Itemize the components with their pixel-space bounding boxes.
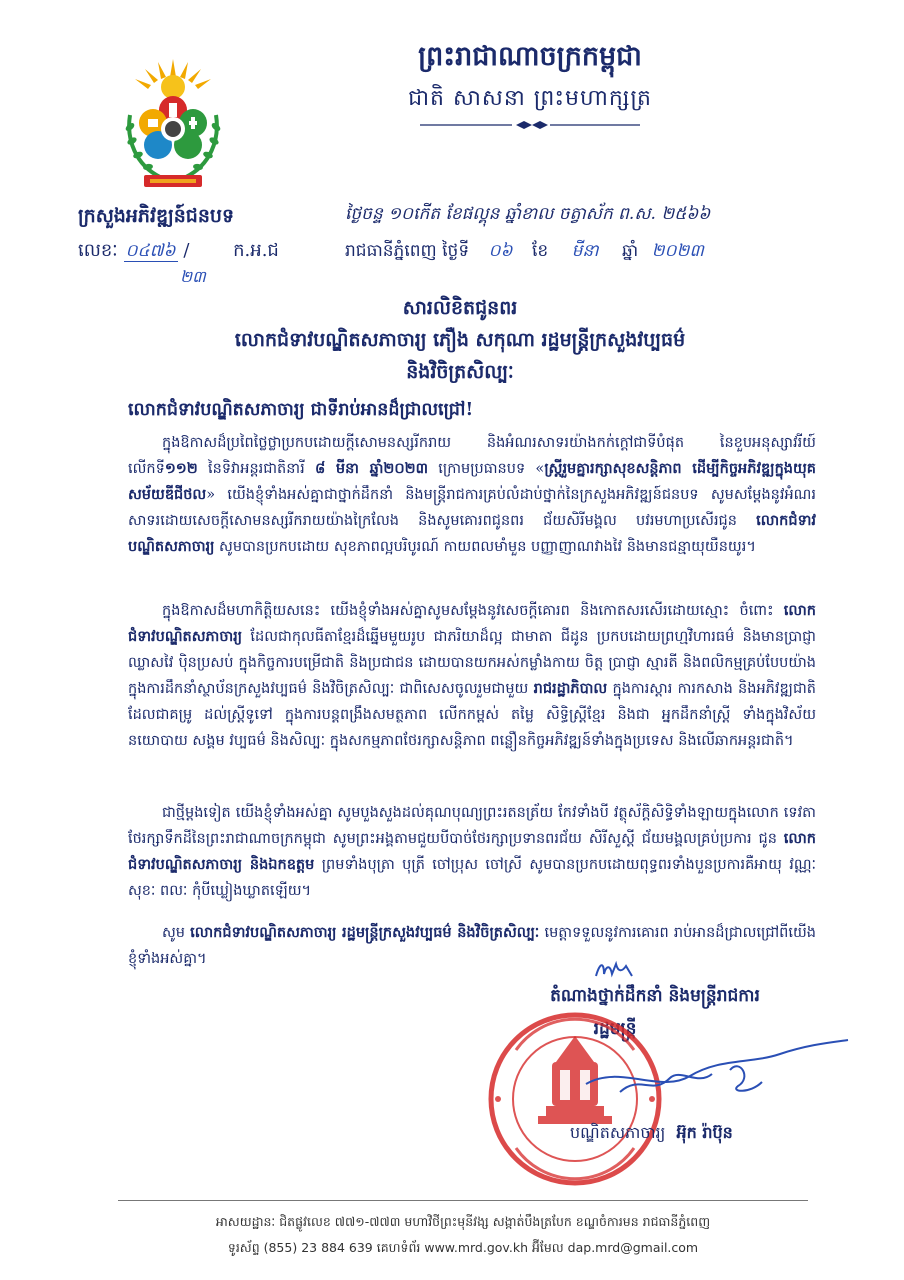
p2-government: រាជរដ្ឋាភិបាល <box>533 680 608 697</box>
subject-line-2: លោកជំទាវបណ្ឌិតសភាចារ្យ ភឿង សកុណា រដ្ឋមន្ត្រីក្រសួងវប្បធម៌ <box>234 329 686 351</box>
paragraph-2 <box>128 598 816 754</box>
p3-honorific: លោកជំទាវបណ្ឌិតសភាចារ្យ និងឯកឧត្តម <box>128 830 816 873</box>
p1-theme: ស្ត្រីរួមគ្នារក្សាសុខសន្តិភាព ដើម្បីកិច្ចអភិវឌ្ឍក្នុងយុគសម័យឌីជីថល <box>128 460 816 503</box>
solar-year-label: ឆ្នាំ <box>621 241 639 261</box>
p3-text-b: ព្រមទាំងបុត្រា បុត្រី ចៅប្រុស ចៅស្រី សូមបានប្រកបដោយពុទ្ធពរទាំងបួនប្រការគឺអាយុ វណ្ណៈ សុខៈ ពលៈ កុំបីឃ្លៀងឃ្លាតឡើយ។ <box>128 857 816 899</box>
p1-date: ៨ មីនា ឆ្នាំ២០២៣ <box>314 460 429 477</box>
reference-suffix: ក.អ.ជ <box>233 240 279 261</box>
subject-line-1: សារលិខិតជូនពរ <box>402 297 518 319</box>
p2-text-a: ក្នុងឱកាសដ៏មហាកិត្តិយសនេះ យើងខ្ញុំទាំងអស់គ្នាសូមសម្ដែងនូវសេចក្ដីគោរព និងកោតសរសើរដោយស្មោះ ចំពោះ <box>162 603 784 619</box>
p4-text-b: មេត្តាទទួលនូវការគោរព រាប់អានដ៏ជ្រាលជ្រៅពីយើងខ្ញុំទាំងអស់គ្នា។ <box>128 925 816 967</box>
solar-date <box>345 240 875 265</box>
reference-year-handwritten: ២៣ <box>180 267 206 286</box>
ministry-name: ក្រសួងអភិវឌ្ឍន៍ជនបទ <box>78 205 235 227</box>
subject-line-3: និងវិចិត្រសិល្បៈ <box>406 361 514 383</box>
paragraph-4 <box>128 920 816 972</box>
p4-honorific: លោកជំទាវបណ្ឌិតសភាចារ្យ រដ្ឋមន្ត្រីក្រសួងវប្បធម៌ និងវិចិត្រសិល្បៈ <box>190 924 540 941</box>
solar-year: ២០២៣ <box>651 241 704 261</box>
closing-organization: តំណាងថ្នាក់ដឹកនាំ និងមន្ត្រីរាជការ <box>550 986 760 1006</box>
p4-text-a: សូម <box>162 925 191 941</box>
ministry-logo <box>108 55 238 195</box>
reference-number-handwritten: ០៤៧៦ <box>125 241 176 261</box>
signer-name: អ៊ុក រ៉ាប៊ុន <box>676 1123 733 1142</box>
solar-month-label: ខែ <box>532 241 549 261</box>
national-motto: ជាតិ សាសនា ព្រះមហាក្សត្រ <box>408 86 652 111</box>
p1-text-d: » យើងខ្ញុំទាំងអស់គ្នាជាថ្នាក់ដឹកនាំ និងមន្ត្រីរាជការគ្រប់លំដាប់ថ្នាក់នៃក្រសួងអភិវឌ្ឍន៍ជនបទ សូមសម្ដែងនូវអំណរសាទរដោយសេចក្ដីសោមនស្សរីករាយយ៉ាងក្រៃលែង និងសូមគោរពជូនពរ ជ័យសិរីមង្គល បវរមហាប្រសើរជូន <box>128 487 816 529</box>
p1-text-b: នៃទិវាអន្តរជាតិនារី <box>197 461 315 477</box>
p1-anniversary-number: ១១២ <box>164 460 198 477</box>
footer-contact: ទូរស័ព្ទ (855) 23 884 639 គេហទំព័រ www.mrd.gov.kh អ៊ីមែល dap.mrd@gmail.com <box>227 1240 699 1255</box>
header-ornament <box>420 120 640 130</box>
paragraph-3 <box>128 800 816 904</box>
kingdom-title: ព្រះរាជាណាចក្រកម្ពុជា <box>418 41 642 72</box>
signer <box>570 1122 830 1146</box>
reference-number <box>78 238 279 286</box>
reference-separator: / <box>183 240 190 261</box>
solar-day: ០៦ <box>488 241 513 261</box>
salutation: លោកជំទាវបណ្ឌិតសភាចារ្យ ជាទីរាប់អានដ៏ជ្រាលជ្រៅ! <box>128 400 474 420</box>
paragraph-1 <box>128 430 816 560</box>
reference-prefix: លេខៈ <box>78 240 118 261</box>
signer-title: បណ្ឌិតសភាចារ្យ <box>570 1123 666 1142</box>
p1-text-c: ក្រោមប្រធានបទ « <box>428 461 545 477</box>
lunar-date: ថ្ងៃចន្ទ ១០កើត ខែផល្គុន ឆ្នាំខាល ចត្វាស័ក ព.ស. ២៥៦៦ <box>345 204 711 224</box>
letter-subject <box>110 292 810 388</box>
p2-text-c: ក្នុងការស្តារ ការកសាង និងអភិវឌ្ឍជាតិ ដែលជាគម្រូ ដល់ស្ត្រីទូទៅ ក្នុងការបន្តពង្រឹងសមត្ថភាព លើកកម្ពស់ តម្លៃ សិទ្ធិស្ត្រីខ្មែរ និងជា អ្នកដឹកនាំស្ត្រី ទាំងក្នុងវិស័យនយោបាយ សង្គម វប្បធម៌ និងសិល្បៈ ក្នុងសកម្មភាពថែរក្សាសន្តិភាព ពន្លឿនកិច្ចអភិវឌ្ឍន៍ទាំងក្នុងប្រទេស និងលើឆាកអន្តរជាតិ។ <box>128 681 816 749</box>
p1-honorific: លោកជំទាវបណ្ឌិតសភាចារ្យ <box>128 512 816 555</box>
p2-honorific: លោកជំទាវបណ្ឌិតសភាចារ្យ <box>128 602 816 645</box>
p2-text-b: ដែលជាកុលធីតាខ្មែរដ៏ឆ្នើមមួយរូប ជាភរិយាដ៏ល្អ ជាមាតា ជីដូន ប្រកបដោយព្រហ្មវិហារធម៌ និងមានប្រាជ្ញាឈ្លាសវៃ ប៉ិនប្រសប់ ក្នុងកិច្ចការបម្រើជាតិ និងប្រជាជន ដោយបានយកអស់កម្លាំងកាយ ចិត្ត ប្រាជ្ញា ស្មារតី និងពលិកម្មគ្រប់បែបយ៉ាង ក្នុងការដឹកនាំស្ថាប័នក្រសួងវប្បធម៌ និងវិចិត្រសិល្បៈ ជាពិសេសចូលរួមជាមួយ <box>128 629 816 697</box>
solar-month: មីនា <box>571 241 599 261</box>
closing-role: រដ្ឋមន្ត្រី <box>593 1019 637 1039</box>
p3-text-a: ជាថ្មីម្ដងទៀត យើងខ្ញុំទាំងអស់គ្នា សូមបួងសួងដល់គុណបុណ្យព្រះរតនត្រ័យ កែវទាំងបី វត្ថុស័ក្តិសិទ្ធិទាំងឡាយក្នុងលោក ទេវតាថែរក្សាទឹកដីនៃព្រះរាជាណាចក្រកម្ពុជា សូមព្រះអង្គតាមជួយបីបាច់ថែរក្សាប្រទានពរជ័យ សិរីសួស្ដី ជ័យមង្គលគ្រប់ប្រការ ជូន <box>128 805 816 847</box>
signature <box>580 1034 850 1114</box>
footer-address: អាសយដ្ឋានៈ ជិតផ្លូវលេខ ៧៧១-៧៧៣ មហាវិថីព្រះមុនីវង្ស សង្កាត់បឹងត្របែក ខណ្ឌចំការមន រាជធានីភ្នំពេញ <box>215 1214 711 1229</box>
handwritten-initials <box>592 958 640 982</box>
solar-date-prefix: រាជធានីភ្នំពេញ ថ្ងៃទី <box>345 241 470 261</box>
p1-text-e: សូមបានប្រកបដោយ សុខភាពល្អបរិបូរណ៍ កាយពលមាំមួន បញ្ញាញាណវាងវៃ និងមានជន្មាយុយឺនយូរ។ <box>214 539 756 555</box>
footer-divider <box>118 1200 808 1201</box>
p1-text-a: ក្នុងឱកាសដ៏ប្រពៃថ្លៃថ្លាប្រកបដោយក្ដីសោមនស្សរីករាយ និងអំណរសាទរយ៉ាងកក់ក្ដៅជាទីបំផុត នៃខួបអនុស្សាវរីយ៍លើកទី <box>128 435 816 477</box>
